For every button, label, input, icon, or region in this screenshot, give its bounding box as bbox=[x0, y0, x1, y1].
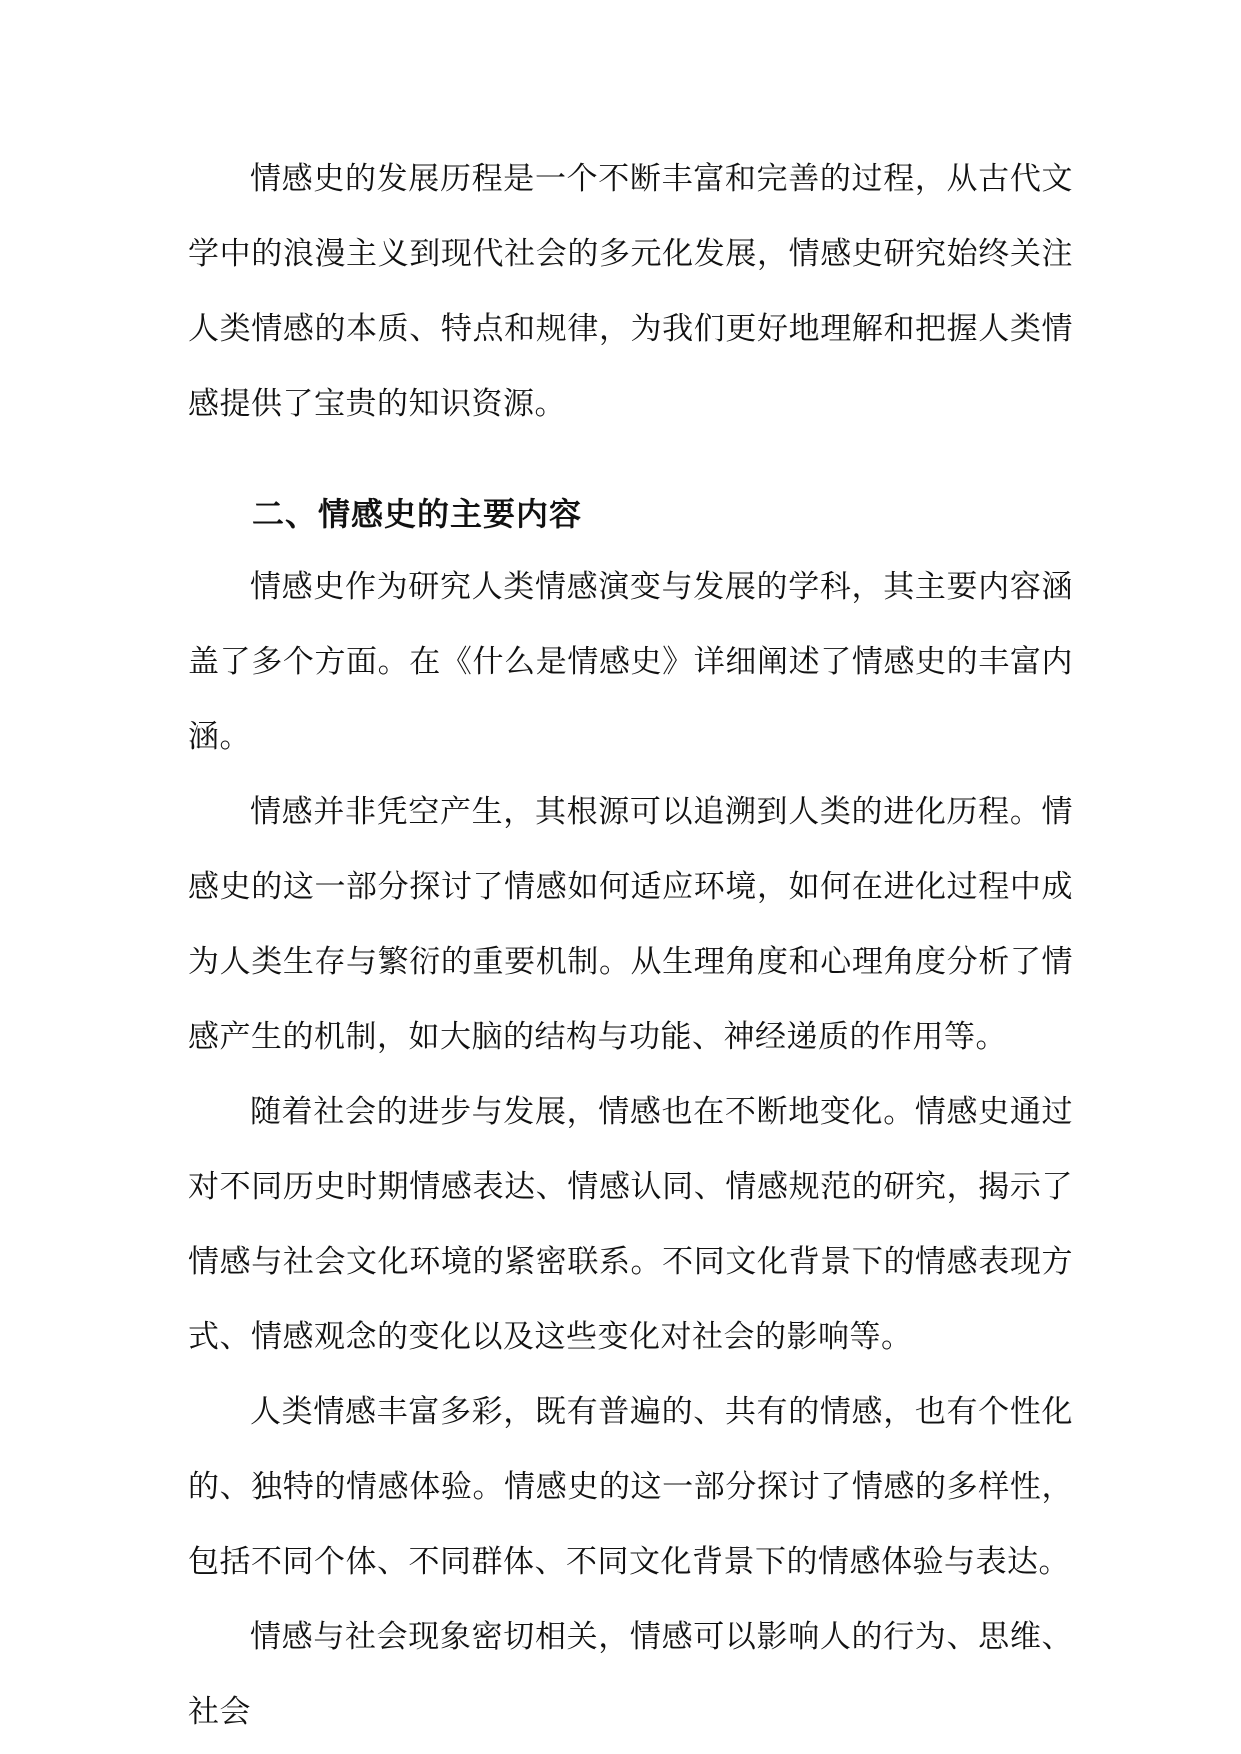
paragraph: 情感史作为研究人类情感演变与发展的学科，其主要内容涵盖了多个方面。在《什么是情感史》详细阐述了情感史的丰富内涵。 bbox=[188, 569, 1073, 755]
paragraph: 情感史的发展历程是一个不断丰富和完善的过程，从古代文学中的浪漫主义到现代社会的多元化发展，情感史研究始终关注人类情感的本质、特点和规律，为我们更好地理解和把握人类情感提供了宝贵的知识资源。 bbox=[188, 161, 1073, 422]
paragraph: 情感与社会现象密切相关，情感可以影响人的行为、思维、社会 bbox=[188, 1619, 1073, 1730]
document-body bbox=[188, 142, 1073, 1750]
paragraph: 随着社会的进步与发展，情感也在不断地变化。情感史通过对不同历史时期情感表达、情感认同、情感规范的研究，揭示了情感与社会文化环境的紧密联系。不同文化背景下的情感表现方式、情感观念的变化以及这些变化对社会的影响等。 bbox=[188, 1094, 1073, 1355]
section-heading: 二、情感史的主要内容 bbox=[252, 495, 583, 533]
paragraph: 人类情感丰富多彩，既有普遍的、共有的情感，也有个性化的、独特的情感体验。情感史的这一部分探讨了情感的多样性，包括不同个体、不同群体、不同文化背景下的情感体验与表达。 bbox=[188, 1394, 1073, 1580]
paragraph: 情感并非凭空产生，其根源可以追溯到人类的进化历程。情感史的这一部分探讨了情感如何适应环境，如何在进化过程中成为人类生存与繁衍的重要机制。从生理角度和心理角度分析了情感产生的机制，如大脑的结构与功能、神经递质的作用等。 bbox=[188, 794, 1073, 1055]
